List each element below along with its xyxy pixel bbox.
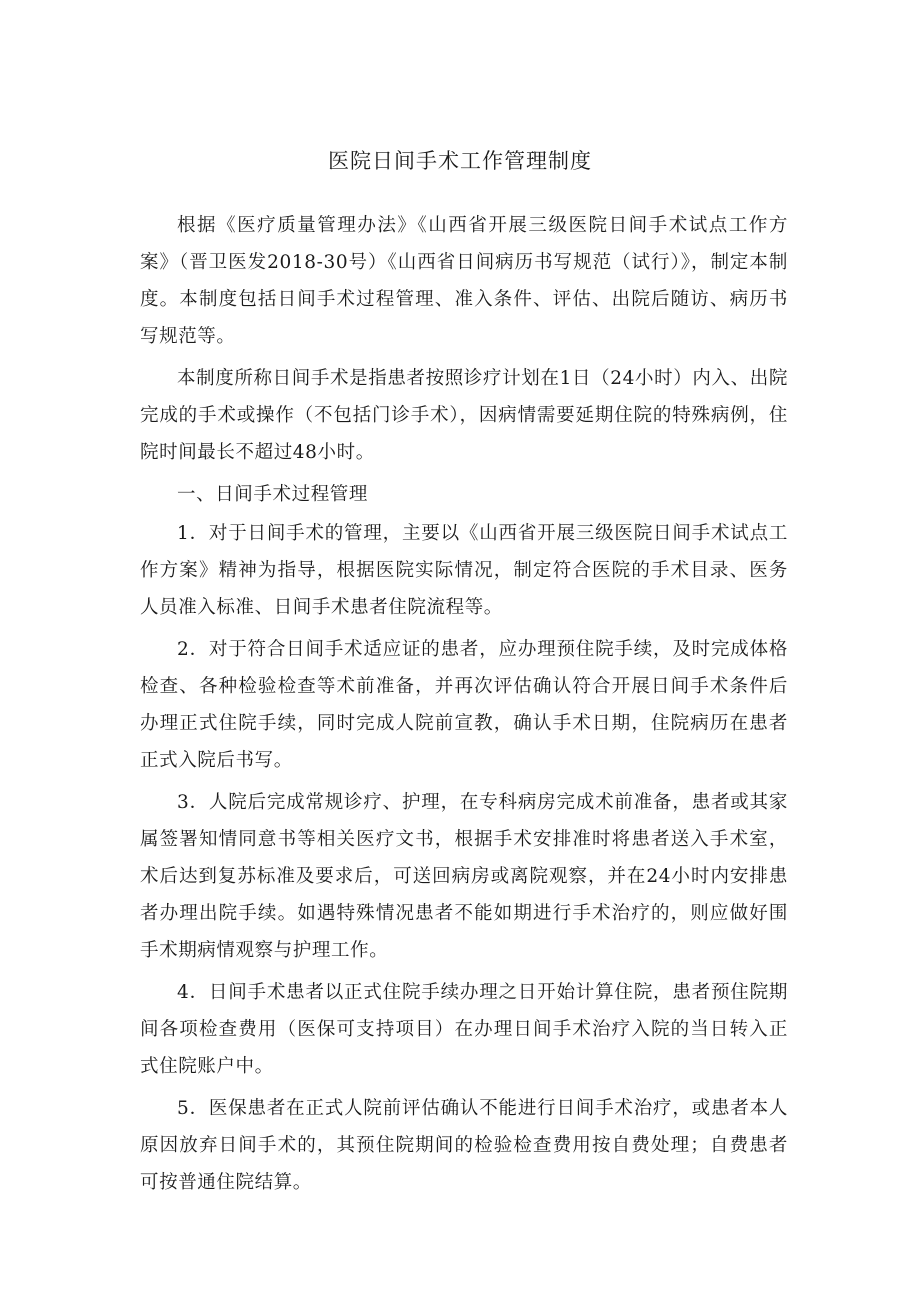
paragraph-item-1: 1．对于日间手术的管理，主要以《山西省开展三级医院日间手术试点工作方案》精神为指导，根据医院实际情况，制定符合医院的手术目录、医务人员准入标准、日间手术患者住院流程等。 — [140, 523, 788, 618]
paragraph-item-2: 2．对于符合日间手术适应证的患者，应办理预住院手续，及时完成体格检查、各种检验检查等术前准备，并再次评估确认符合开展日间手术条件后办理正式住院手续，同时完成人院前宣教，确认手术日期，住院病历在患者正式入院后书写。 — [140, 639, 788, 771]
paragraph-item-4: 4．日间手术患者以正式住院手续办理之日开始计算住院，患者预住院期间各项检查费用（医保可支持项目）在办理日间手术治疗入院的当日转入正式住院账户中。 — [140, 982, 788, 1077]
document-title: 医院日间手术工作管理制度 — [328, 149, 592, 173]
paragraph-item-3: 3．人院后完成常规诊疗、护理，在专科病房完成术前准备，患者或其家属签署知情同意书等相关医疗文书，根据手术安排准时将患者送入手术室，术后达到复苏标准及要求后，可送回病房或离院观察，并在24小时内安排患者办理出院手续。如遇特殊情况患者不能如期进行手术治疗的，则应做好围手术期病情观察与护理工作。 — [140, 792, 788, 961]
section-heading-process-management: 一、日间手术过程管理 — [177, 484, 369, 505]
paragraph-intro: 根据《医疗质量管理办法》《山西省开展三级医院日间手术试点工作方案》（晋卫医发2018-30号）《山西省日间病历书写规范（试行）》，制定本制度。本制度包括日间手术过程管理、准入条件、评估、出院后随访、病历书写规范等。 — [140, 215, 788, 347]
document-body — [140, 207, 788, 1206]
paragraph-item-5: 5．医保患者在正式人院前评估确认不能进行日间手术治疗，或患者本人原因放弃日间手术的，其预住院期间的检验检查费用按自费处理；自费患者可按普通住院结算。 — [140, 1098, 788, 1193]
paragraph-definition: 本制度所称日间手术是指患者按照诊疗计划在1日（24小时）内入、出院完成的手术或操作（不包括门诊手术），因病情需要延期住院的特殊病例，住院时间最长不超过48小时。 — [140, 368, 788, 463]
